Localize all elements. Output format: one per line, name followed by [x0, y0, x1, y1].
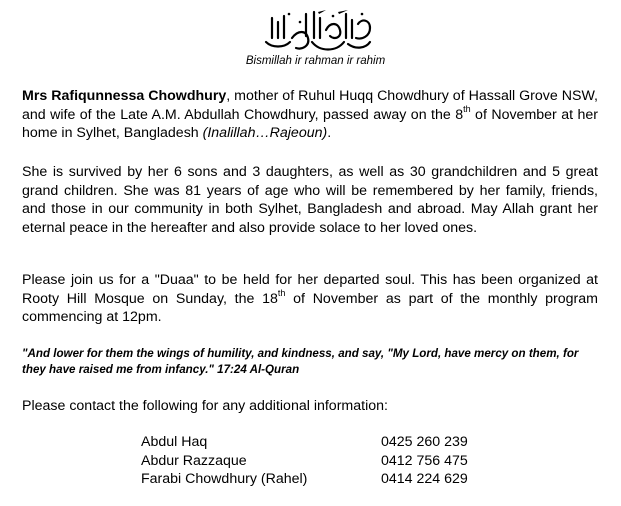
- contact-phone: 0425 260 239: [381, 434, 468, 450]
- contact-name: Farabi Chowdhury (Rahel): [141, 471, 308, 487]
- p1-text-a: , mother of Ruhul Huqq Chowdhury of Hassall Grove NSW, and wife of the Late A.M. Abdullah Chowdhury, passed away on the 8: [22, 88, 598, 123]
- contact-phone: 0414 224 629: [381, 471, 468, 487]
- survived-by-paragraph: She is survived by her 6 sons and 3 daughters, as well as 30 grandchildren and 5 great grand children. She was 81 years of age who will be remembered by her family, friends, and those in our community in both Sylhet, Bangladesh and abroad. May Allah grant her eternal peace in the hereafter and also provide solace to her loved ones.: [22, 164, 598, 237]
- contact-row: [141, 470, 501, 489]
- announcement-paragraph: [22, 87, 598, 143]
- contact-name: Abdur Razzaque: [141, 452, 247, 469]
- contact-name: Abdul Haq: [141, 434, 208, 450]
- p3-ordinal-suffix: th: [277, 287, 286, 298]
- deceased-name: Mrs Rafiqunnessa Chowdhury: [22, 88, 227, 104]
- p1-italic-phrase: (Inalillah…Rajeoun): [202, 125, 328, 142]
- contact-row: [141, 452, 501, 471]
- duaa-paragraph: [22, 271, 598, 327]
- contact-list: [141, 433, 501, 489]
- p3-text-a: Please join us for a "Duaa" to be held for her departed soul. This has been organized at Rooty Hill Mosque on Sunday, the 18: [22, 272, 598, 307]
- quran-quote: "And lower for them the wings of humility, and kindness, and say, "My Lord, have mercy on them, for they have raised me from infancy." 17:24 Al-Quran: [22, 347, 579, 376]
- p1-ordinal-suffix: th: [463, 103, 471, 114]
- contact-row: [141, 433, 501, 452]
- p1-text-c: .: [327, 125, 332, 142]
- contact-intro: Please contact the following for any additional information:: [22, 398, 388, 414]
- bismillah-calligraphy-icon: [262, 8, 374, 54]
- contact-phone: 0412 756 475: [381, 452, 468, 469]
- p1-text-b: of November at her home in Sylhet, Bangladesh: [22, 106, 598, 142]
- bismillah-caption: Bismillah ir rahman ir rahim: [245, 55, 386, 67]
- p3-text-b: of November as part of the monthly program commencing at 12pm.: [22, 290, 598, 326]
